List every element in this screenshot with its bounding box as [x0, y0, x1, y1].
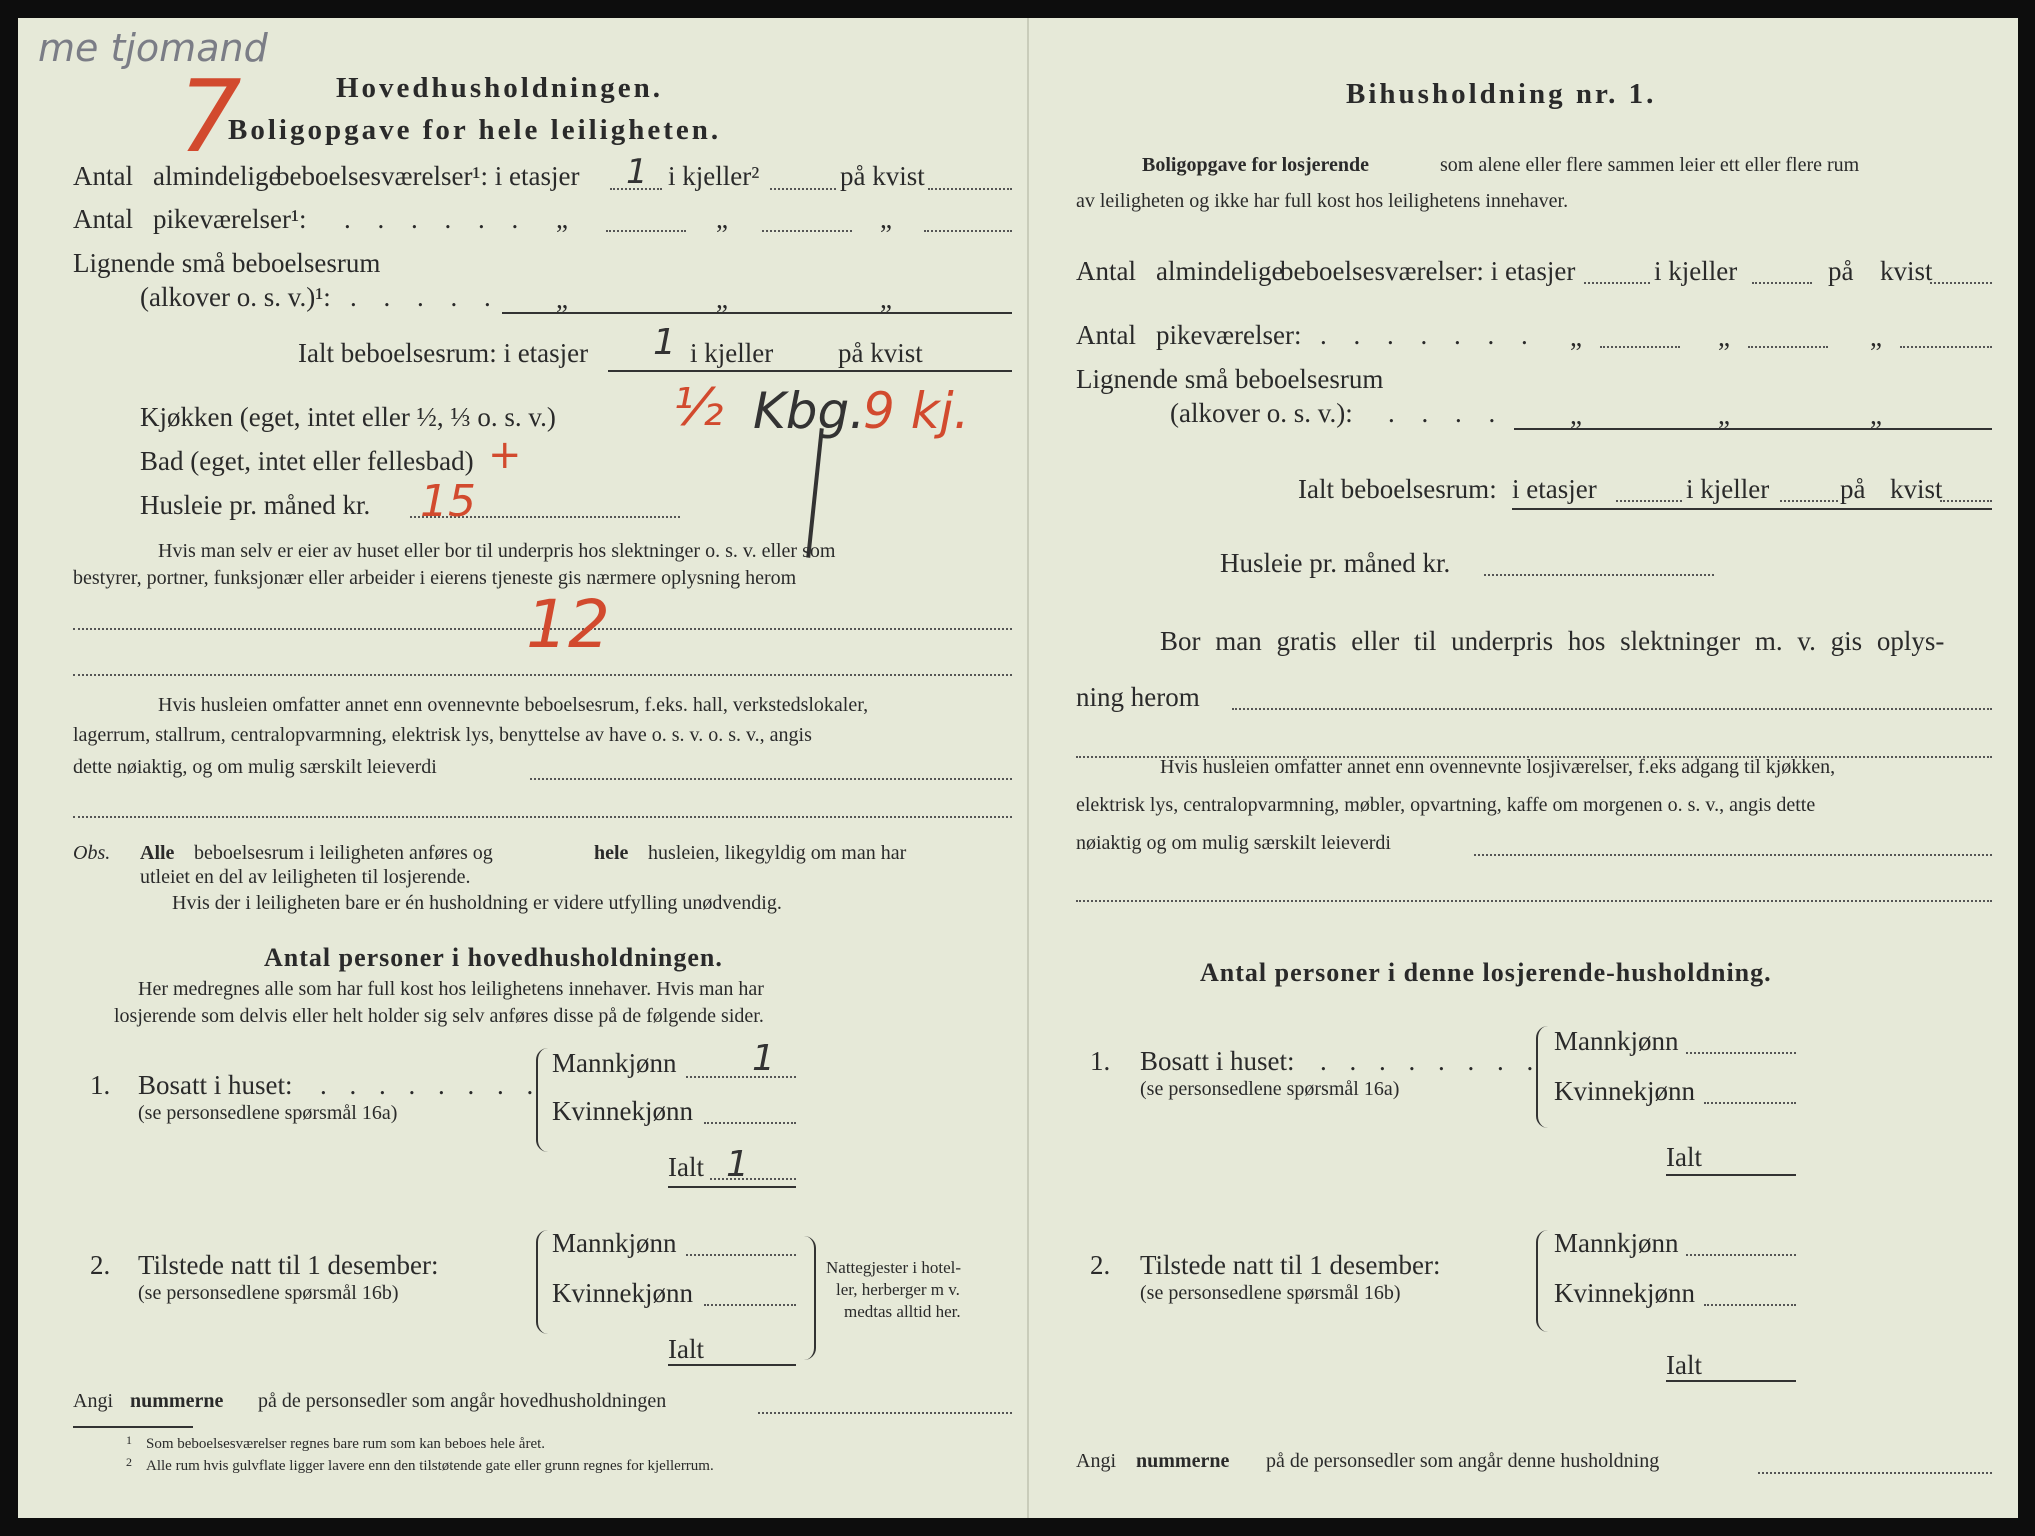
l-r4-a: Ialt beboelsesrum: i etasjer	[298, 338, 589, 368]
r-r3-q1: „	[1570, 400, 1582, 430]
l-r4-b: i kjeller	[690, 338, 774, 368]
r-q1-mann-field[interactable]	[1686, 1052, 1796, 1054]
r-q1-mann: Mannkjønn	[1554, 1026, 1679, 1056]
l-q1-sub: (se personsedlene spørsmål 16a)	[138, 1102, 398, 1124]
l-r1-e: på kvist	[840, 161, 925, 191]
l-obs-label: Obs.	[73, 842, 111, 864]
l-obs3: Hvis der i leiligheten bare er én husholdning er videre utfylling unødvendig.	[172, 892, 782, 914]
r-bor-field1[interactable]	[1232, 708, 1992, 710]
l-natt1: Nattegjester i hotel-	[826, 1258, 962, 1277]
l-oms-field1[interactable]	[530, 778, 1012, 780]
r-r4-a: Ialt beboelsesrum:	[1298, 474, 1497, 504]
r-q1-kvinne: Kvinnekjønn	[1554, 1076, 1695, 1106]
r-q2-brace	[1536, 1230, 1548, 1332]
l-q1-kvinne: Kvinnekjønn	[552, 1096, 693, 1126]
l-angi-c: på de personsedler som angår hovedhusholdningen	[258, 1390, 667, 1412]
l-q1-ialt: Ialt	[668, 1152, 704, 1182]
r-q1-brace	[1536, 1026, 1548, 1128]
l-q1-brace	[536, 1048, 548, 1152]
r-q2-num: 2.	[1090, 1250, 1111, 1280]
l-q1-mann: Mannkjønn	[552, 1048, 677, 1078]
r-intro1a: Boligopgave for losjerende	[1142, 154, 1370, 176]
r-r3-q2: „	[1718, 400, 1730, 430]
l-r1-d: i kjeller²	[668, 161, 760, 191]
r-r4-b: i etasjer	[1512, 474, 1597, 504]
l-personer-title: Antal personer i hovedhusholdningen.	[264, 943, 723, 972]
l-q2-kvinne: Kvinnekjønn	[552, 1278, 693, 1308]
hw-ialt-val: 1	[726, 1144, 749, 1185]
r-q2: Tilstede natt til 1 desember:	[1140, 1250, 1441, 1280]
r-q2-ialt-rule	[1666, 1380, 1796, 1382]
r-r1-kjeller-field[interactable]	[1752, 282, 1812, 284]
l-q1-dots: . . . . . . . .	[320, 1070, 542, 1100]
l-bad: Bad (eget, intet eller fellesbad)	[140, 446, 474, 476]
l-r2-b: pikeværelser¹:	[153, 204, 307, 234]
l-fn2: Alle rum hvis gulvflate ligger lavere enn den tilstøtende gate eller grunn regnes for kjellerrum.	[146, 1458, 714, 1474]
l-r3-q1: „	[556, 284, 568, 314]
l-r3-q3: „	[880, 284, 892, 314]
r-r4-d: på	[1840, 474, 1866, 504]
l-kjokken: Kjøkken (eget, intet eller ½, ⅓ o. s. v.)	[140, 402, 556, 432]
r-r3-a: Lignende små beboelsesrum	[1076, 364, 1384, 394]
r-r2-f2[interactable]	[1748, 346, 1828, 348]
l-q1: Bosatt i huset:	[138, 1070, 293, 1100]
r-r2-b: pikeværelser:	[1156, 320, 1302, 350]
r-q2-mann: Mannkjønn	[1554, 1228, 1679, 1258]
handwritten-red-number: 7	[178, 58, 242, 175]
r-q1-sub: (se personsedlene spørsmål 16a)	[1140, 1078, 1400, 1100]
r-r4-etasjer-field[interactable]	[1616, 500, 1682, 502]
r-r1-c: beboelsesværelser: i etasjer	[1280, 256, 1576, 286]
l-husleie: Husleie pr. måned kr.	[140, 490, 371, 520]
l-angi-field[interactable]	[758, 1412, 1012, 1414]
l-obs1d: husleien, likegyldig om man har	[648, 842, 907, 864]
r-r1-f: kvist	[1880, 256, 1933, 286]
l-q1-num: 1.	[90, 1070, 111, 1100]
r-q2-ialt: Ialt	[1666, 1350, 1702, 1380]
l-q1-ialt-rule	[668, 1186, 796, 1188]
r-r1-kvist-field[interactable]	[1930, 282, 1992, 284]
l-r2-f2[interactable]	[762, 230, 852, 232]
l-natt3: medtas alltid her.	[844, 1302, 961, 1321]
r-angi-field[interactable]	[1758, 1472, 1992, 1474]
l-footnote-rule	[73, 1426, 193, 1428]
l-obs2: utleiet en del av leiligheten til losjerende.	[140, 866, 471, 888]
l-obs1c: hele	[594, 842, 629, 864]
l-q2-sub: (se personsedlene spørsmål 16b)	[138, 1282, 399, 1304]
r-q2-sub: (se personsedlene spørsmål 16b)	[1140, 1282, 1401, 1304]
l-angi-a: Angi	[73, 1390, 113, 1412]
l-r3-b: (alkover o. s. v.)¹:	[140, 282, 331, 312]
l-r2-q2: „	[716, 204, 728, 234]
l-eier1: Hvis man selv er eier av huset eller bor til underpris hos slektninger o. s. v. eller som	[158, 540, 836, 562]
l-r1-kvist-field[interactable]	[928, 188, 1012, 190]
right-title: Bihusholdning nr. 1.	[1346, 78, 1657, 110]
r-r2-dots: . . . . . . .	[1320, 320, 1538, 350]
l-q2-mann: Mannkjønn	[552, 1228, 677, 1258]
r-r2-q3: „	[1870, 322, 1882, 352]
r-q2-kvinne: Kvinnekjønn	[1554, 1278, 1695, 1308]
l-q2-brace-right	[804, 1236, 816, 1360]
hw-ialt-etasjer: 1	[653, 322, 676, 363]
l-oms1: Hvis husleien omfatter annet enn ovennevnte beboelsesrum, f.eks. hall, verkstedslokaler,	[158, 694, 869, 716]
l-eier-field2[interactable]	[73, 674, 1012, 676]
l-r3-rule	[502, 312, 1012, 314]
l-r3-q2: „	[716, 284, 728, 314]
r-r2-f1[interactable]	[1600, 346, 1680, 348]
r-q1-ialt: Ialt	[1666, 1142, 1702, 1172]
l-fn2-num: 2	[126, 1455, 132, 1469]
hw-bad-mark: +	[488, 432, 522, 478]
r-q2-kvinne-field[interactable]	[1704, 1304, 1796, 1306]
r-q1-kvinne-field[interactable]	[1704, 1102, 1796, 1104]
l-r2-f3[interactable]	[924, 230, 1012, 232]
hw-etasjer: 1	[626, 152, 648, 192]
l-q1-ialt-field[interactable]	[710, 1178, 796, 1180]
r-r4-rule	[1512, 508, 1992, 510]
l-pers1: Her medregnes alle som har full kost hos leilighetens innehaver. Hvis man har	[138, 978, 764, 1000]
l-r3-a: Lignende små beboelsesrum	[73, 248, 381, 278]
l-q2-ialt: Ialt	[668, 1334, 704, 1364]
r-bor2: ning herom	[1076, 682, 1200, 712]
r-r3-dots: . . . .	[1388, 398, 1506, 428]
r-angi-c: på de personsedler som angår denne husholdning	[1266, 1450, 1660, 1472]
l-r3-dots: . . . . .	[350, 282, 501, 312]
r-r1-b: almindelige	[1156, 256, 1284, 286]
l-r1-c: beboelsesværelser¹: i etasjer	[276, 161, 580, 191]
l-obs1a: Alle	[140, 842, 175, 864]
r-r2-a: Antal	[1076, 320, 1136, 350]
l-r4-rule	[608, 370, 1012, 372]
r-intro1b: som alene eller flere sammen leier ett eller flere rum	[1440, 154, 1860, 176]
l-oms-field2[interactable]	[73, 816, 1012, 818]
l-r1-a: Antal	[73, 161, 133, 191]
r-q1-dots: . . . . . . . .	[1320, 1046, 1542, 1076]
l-q2-ialt-rule	[668, 1364, 796, 1366]
l-r1-kjeller-field[interactable]	[770, 188, 836, 190]
hw-kjokken-note2: 9 kj.	[863, 382, 970, 440]
l-r2-q3: „	[880, 204, 892, 234]
r-r4-kjeller-field[interactable]	[1780, 500, 1838, 502]
left-subtitle: Boligopgave for hele leiligheten.	[228, 114, 722, 146]
r-r1-a: Antal	[1076, 256, 1136, 286]
hw-mann-val: 1	[752, 1038, 775, 1079]
l-r2-dots: . . . . . .	[344, 204, 529, 234]
census-form-sheet	[18, 18, 2018, 1518]
l-fn1-num: 1	[126, 1433, 132, 1447]
r-r2-q1: „	[1570, 322, 1582, 352]
l-q1-mann-field[interactable]	[686, 1076, 796, 1078]
l-fn1: Som beboelsesværelser regnes bare rum som kan beboes hele året.	[146, 1436, 546, 1452]
l-q2-brace	[536, 1230, 548, 1334]
l-angi-b: nummerne	[130, 1390, 224, 1412]
r-r3-b: (alkover o. s. v.):	[1170, 398, 1353, 428]
hw-kjokken-mark: ⅟₂	[673, 378, 724, 438]
l-obs1b: beboelsesrum i leiligheten anføres og	[194, 842, 493, 864]
r-r2-f3[interactable]	[1900, 346, 1992, 348]
r-r4-e: kvist	[1890, 474, 1943, 504]
r-r1-d: i kjeller	[1654, 256, 1738, 286]
l-q1-kvinne-field[interactable]	[704, 1122, 796, 1124]
l-q2-mann-field[interactable]	[686, 1254, 796, 1256]
l-q2-kvinne-field[interactable]	[704, 1304, 796, 1306]
l-r2-f1[interactable]	[606, 230, 686, 232]
l-q2: Tilstede natt til 1 desember:	[138, 1250, 439, 1280]
r-q1-ialt-rule	[1666, 1174, 1796, 1176]
r-q1: Bosatt i huset:	[1140, 1046, 1295, 1076]
l-pers2: losjerende som delvis eller helt holder sig selv anføres disse på de følgende sider.	[114, 1005, 764, 1027]
r-oms3: nøiaktig og om mulig særskilt leieverdi	[1076, 832, 1391, 854]
page-fold	[1027, 18, 1029, 1518]
r-intro2: av leiligheten og ikke har full kost hos leilighetens innehaver.	[1076, 190, 1569, 212]
l-q2-num: 2.	[90, 1250, 111, 1280]
r-bor1: Bor man gratis eller til underpris hos slektninger m. v. gis oplys-	[1160, 626, 1945, 656]
l-eier2: bestyrer, portner, funksjonær eller arbeider i eierens tjeneste gis nærmere oplysning herom	[73, 567, 797, 589]
r-r1-etasjer-field[interactable]	[1584, 282, 1650, 284]
r-q2-mann-field[interactable]	[1686, 1254, 1796, 1256]
r-r3-q3: „	[1870, 400, 1882, 430]
hw-stroke	[806, 428, 824, 558]
r-oms-field2[interactable]	[1076, 900, 1992, 902]
r-oms-field1[interactable]	[1474, 854, 1992, 856]
hw-kjokken-note1: Kbg.	[753, 382, 866, 440]
r-r4-kvist-field[interactable]	[1940, 500, 1992, 502]
l-oms2: lagerrum, stallrum, centralopvarmning, elektrisk lys, benyttelse av have o. s. v. o. s. v., angis	[73, 724, 812, 746]
r-q1-num: 1.	[1090, 1046, 1111, 1076]
r-personer-title: Antal personer i denne losjerende-husholdning.	[1200, 958, 1772, 987]
r-r3-rule	[1514, 428, 1992, 430]
l-oms3: dette nøiaktig, og om mulig særskilt leieverdi	[73, 756, 437, 778]
r-r4-c: i kjeller	[1686, 474, 1770, 504]
l-natt2: ler, herberger m v.	[836, 1280, 960, 1299]
hw-husleie-val: 15	[420, 476, 476, 527]
r-husleie-field[interactable]	[1484, 574, 1714, 576]
r-oms2: elektrisk lys, centralopvarmning, møbler, opvartning, kaffe om morgenen o. s. v., angis dette	[1076, 794, 1816, 816]
r-oms1: Hvis husleien omfatter annet enn ovennevnte losjiværelser, f.eks adgang til kjøkken,	[1160, 756, 1836, 778]
handwritten-top-note: me tjomand	[38, 26, 268, 70]
l-r2-a: Antal	[73, 204, 133, 234]
l-r2-q1: „	[556, 204, 568, 234]
r-husleie: Husleie pr. måned kr.	[1220, 548, 1451, 578]
left-title: Hovedhusholdningen.	[336, 72, 663, 104]
r-angi-b: nummerne	[1136, 1450, 1230, 1472]
l-r1-b: almindelige	[153, 161, 281, 191]
r-angi-a: Angi	[1076, 1450, 1116, 1472]
r-r2-q2: „	[1718, 322, 1730, 352]
hw-eier-val: 12	[526, 586, 610, 663]
l-r4-c: på kvist	[838, 338, 923, 368]
r-r1-e: på	[1828, 256, 1854, 286]
